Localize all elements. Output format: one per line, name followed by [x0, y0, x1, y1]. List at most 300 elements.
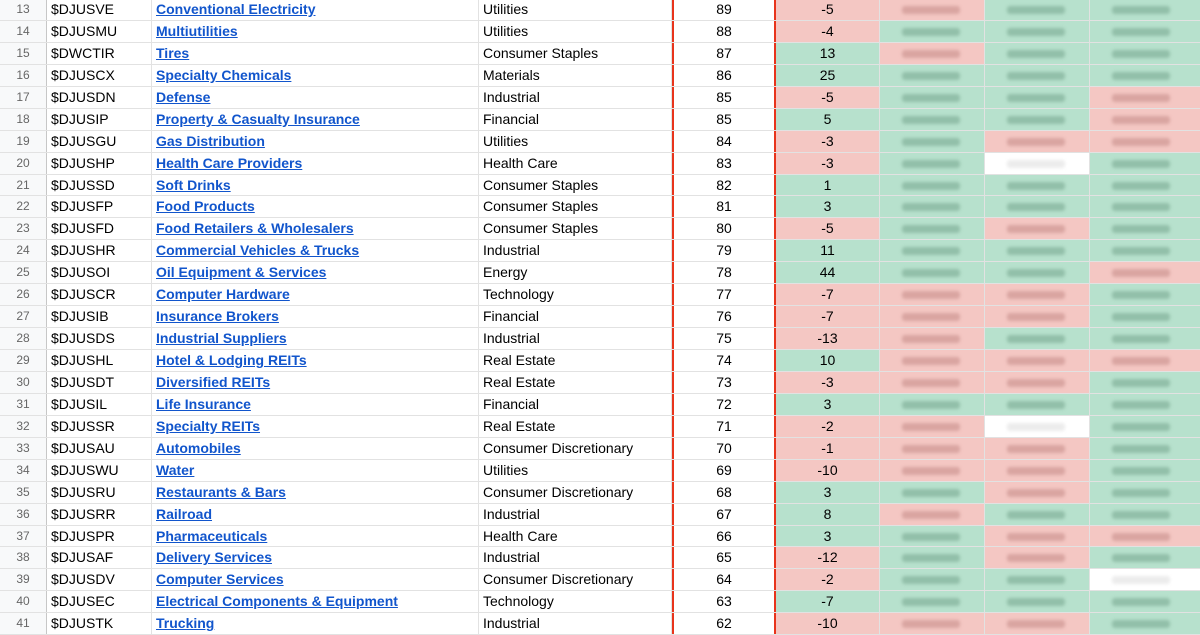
industry-link[interactable]: Gas Distribution — [156, 132, 265, 149]
industry-link[interactable]: Computer Services — [156, 571, 284, 588]
rank-cell[interactable]: 86 — [672, 65, 776, 86]
row-number[interactable]: 32 — [0, 416, 47, 437]
change-cell[interactable]: -4 — [776, 21, 880, 42]
redacted-cell[interactable] — [985, 109, 1090, 130]
rank-cell[interactable]: 87 — [672, 43, 776, 64]
industry-cell[interactable] — [152, 547, 479, 568]
sector-cell[interactable]: Consumer Staples — [479, 218, 672, 239]
change-cell[interactable]: -10 — [776, 460, 880, 481]
row-number[interactable]: 24 — [0, 240, 47, 261]
rank-cell[interactable]: 68 — [672, 482, 776, 503]
redacted-cell[interactable] — [880, 43, 985, 64]
industry-cell[interactable] — [152, 218, 479, 239]
industry-link[interactable]: Specialty Chemicals — [156, 66, 292, 83]
sector-cell[interactable]: Industrial — [479, 613, 672, 634]
redacted-cell[interactable] — [880, 131, 985, 152]
redacted-cell[interactable] — [880, 87, 985, 108]
symbol-cell[interactable]: $DJUSTK — [47, 613, 152, 634]
redacted-cell[interactable] — [880, 372, 985, 393]
row-number[interactable]: 16 — [0, 65, 47, 86]
row-number[interactable]: 41 — [0, 613, 47, 634]
redacted-cell[interactable] — [985, 0, 1090, 20]
sector-cell[interactable]: Financial — [479, 109, 672, 130]
row-number[interactable]: 23 — [0, 218, 47, 239]
redacted-cell[interactable] — [985, 65, 1090, 86]
symbol-cell[interactable]: $DJUSDT — [47, 372, 152, 393]
row-number[interactable]: 21 — [0, 175, 47, 196]
redacted-cell[interactable] — [1090, 153, 1200, 174]
change-cell[interactable]: 11 — [776, 240, 880, 261]
row-number[interactable]: 35 — [0, 482, 47, 503]
rank-cell[interactable]: 75 — [672, 328, 776, 349]
industry-cell[interactable] — [152, 306, 479, 327]
industry-link[interactable]: Railroad — [156, 505, 213, 522]
industry-cell[interactable] — [152, 21, 479, 42]
redacted-cell[interactable] — [880, 350, 985, 371]
symbol-cell[interactable]: $DJUSRR — [47, 504, 152, 525]
rank-cell[interactable]: 72 — [672, 394, 776, 415]
rank-cell[interactable]: 67 — [672, 504, 776, 525]
sector-cell[interactable]: Real Estate — [479, 372, 672, 393]
rank-cell[interactable]: 74 — [672, 350, 776, 371]
redacted-cell[interactable] — [1090, 306, 1200, 327]
sector-cell[interactable]: Energy — [479, 262, 672, 283]
change-cell[interactable]: -3 — [776, 372, 880, 393]
rank-cell[interactable]: 88 — [672, 21, 776, 42]
change-cell[interactable]: 10 — [776, 350, 880, 371]
change-cell[interactable]: -12 — [776, 547, 880, 568]
row-number[interactable]: 38 — [0, 547, 47, 568]
symbol-cell[interactable]: $DJUSCX — [47, 65, 152, 86]
symbol-cell[interactable]: $DJUSGU — [47, 131, 152, 152]
sector-cell[interactable]: Consumer Staples — [479, 175, 672, 196]
row-number[interactable]: 37 — [0, 526, 47, 547]
symbol-cell[interactable]: $DJUSIB — [47, 306, 152, 327]
rank-cell[interactable]: 89 — [672, 0, 776, 20]
sector-cell[interactable]: Utilities — [479, 0, 672, 20]
symbol-cell[interactable]: $DJUSSD — [47, 175, 152, 196]
row-number[interactable]: 22 — [0, 196, 47, 217]
rank-cell[interactable]: 73 — [672, 372, 776, 393]
industry-cell[interactable] — [152, 175, 479, 196]
redacted-value — [1007, 225, 1065, 233]
redacted-cell[interactable] — [880, 482, 985, 503]
sector-cell[interactable]: Utilities — [479, 21, 672, 42]
industry-link[interactable]: Electrical Components & Equipment — [156, 593, 398, 610]
industry-link[interactable]: Commercial Vehicles & Trucks — [156, 242, 360, 259]
sector-cell[interactable]: Consumer Staples — [479, 196, 672, 217]
redacted-cell[interactable] — [880, 328, 985, 349]
rank-cell[interactable]: 84 — [672, 131, 776, 152]
row-number[interactable]: 15 — [0, 43, 47, 64]
redacted-cell[interactable] — [1090, 284, 1200, 305]
industry-cell[interactable] — [152, 262, 479, 283]
rank-cell[interactable]: 79 — [672, 240, 776, 261]
rank-cell[interactable]: 71 — [672, 416, 776, 437]
redacted-cell[interactable] — [880, 153, 985, 174]
industry-cell[interactable] — [152, 43, 479, 64]
rank-cell[interactable]: 66 — [672, 526, 776, 547]
redacted-cell[interactable] — [985, 526, 1090, 547]
change-cell[interactable]: -13 — [776, 328, 880, 349]
industry-cell[interactable] — [152, 240, 479, 261]
redacted-cell[interactable] — [985, 328, 1090, 349]
change-cell[interactable]: 3 — [776, 196, 880, 217]
change-cell[interactable]: 1 — [776, 175, 880, 196]
industry-cell[interactable] — [152, 131, 479, 152]
industry-cell[interactable] — [152, 569, 479, 590]
symbol-cell[interactable]: $DWCTIR — [47, 43, 152, 64]
redacted-cell[interactable] — [985, 372, 1090, 393]
industry-cell[interactable] — [152, 460, 479, 481]
sector-cell[interactable]: Health Care — [479, 153, 672, 174]
sector-cell[interactable]: Technology — [479, 284, 672, 305]
change-cell[interactable]: 8 — [776, 504, 880, 525]
industry-link[interactable]: Multiutilities — [156, 22, 238, 39]
industry-link[interactable]: Hotel & Lodging REITs — [156, 352, 307, 368]
symbol-cell[interactable]: $DJUSDN — [47, 87, 152, 108]
industry-cell[interactable] — [152, 350, 479, 371]
redacted-cell[interactable] — [1090, 460, 1200, 481]
industry-link[interactable]: Oil Equipment & Services — [156, 264, 327, 281]
symbol-cell[interactable]: $DJUSFP — [47, 196, 152, 217]
redacted-cell[interactable] — [985, 482, 1090, 503]
redacted-cell[interactable] — [880, 504, 985, 525]
redacted-cell[interactable] — [1090, 504, 1200, 525]
change-cell[interactable]: 25 — [776, 65, 880, 86]
sector-cell[interactable]: Industrial — [479, 328, 672, 349]
rank-cell[interactable]: 63 — [672, 591, 776, 612]
industry-link[interactable]: Tires — [156, 44, 190, 61]
sector-cell[interactable]: Real Estate — [479, 350, 672, 371]
rank-cell[interactable]: 77 — [672, 284, 776, 305]
symbol-cell[interactable]: $DJUSDV — [47, 569, 152, 590]
redacted-cell[interactable] — [1090, 569, 1200, 590]
symbol-cell[interactable]: $DJUSHR — [47, 240, 152, 261]
redacted-cell[interactable] — [880, 526, 985, 547]
row-number[interactable]: 17 — [0, 87, 47, 108]
rank-cell[interactable]: 80 — [672, 218, 776, 239]
industry-link[interactable]: Automobiles — [156, 439, 241, 456]
redacted-cell[interactable] — [985, 394, 1090, 415]
symbol-cell[interactable]: $DJUSSR — [47, 416, 152, 437]
redacted-cell[interactable] — [880, 175, 985, 196]
redacted-cell[interactable] — [880, 416, 985, 437]
industry-cell[interactable] — [152, 591, 479, 612]
sector-cell[interactable]: Industrial — [479, 504, 672, 525]
change-cell[interactable]: -3 — [776, 153, 880, 174]
redacted-cell[interactable] — [985, 262, 1090, 283]
industry-cell[interactable] — [152, 328, 479, 349]
industry-cell[interactable] — [152, 284, 479, 305]
industry-cell[interactable] — [152, 526, 479, 547]
sector-cell[interactable]: Industrial — [479, 547, 672, 568]
redacted-cell[interactable] — [985, 284, 1090, 305]
redacted-cell[interactable] — [985, 504, 1090, 525]
rank-cell[interactable]: 85 — [672, 87, 776, 108]
symbol-cell[interactable]: $DJUSVE — [47, 0, 152, 20]
industry-link[interactable]: Life Insurance — [156, 395, 251, 412]
industry-link[interactable]: Defense — [156, 88, 211, 105]
redacted-cell[interactable] — [880, 21, 985, 42]
redacted-cell[interactable] — [1090, 175, 1200, 196]
change-cell[interactable]: -2 — [776, 416, 880, 437]
rank-cell[interactable]: 78 — [672, 262, 776, 283]
sector-cell[interactable]: Utilities — [479, 131, 672, 152]
rank-cell[interactable]: 62 — [672, 613, 776, 634]
redacted-cell[interactable] — [985, 218, 1090, 239]
table-row — [0, 504, 1200, 526]
redacted-cell[interactable] — [985, 591, 1090, 612]
symbol-cell[interactable]: $DJUSAU — [47, 438, 152, 459]
row-number[interactable]: 39 — [0, 569, 47, 590]
symbol-cell[interactable]: $DJUSFD — [47, 218, 152, 239]
industry-cell[interactable] — [152, 153, 479, 174]
redacted-cell[interactable] — [880, 262, 985, 283]
row-number[interactable]: 14 — [0, 21, 47, 42]
redacted-cell[interactable] — [1090, 547, 1200, 568]
redacted-cell[interactable] — [1090, 131, 1200, 152]
change-cell[interactable]: -7 — [776, 284, 880, 305]
symbol-cell[interactable]: $DJUSOI — [47, 262, 152, 283]
redacted-cell[interactable] — [1090, 591, 1200, 612]
sector-cell[interactable]: Financial — [479, 306, 672, 327]
sector-cell[interactable]: Financial — [479, 394, 672, 415]
redacted-value — [1007, 269, 1065, 277]
change-cell[interactable]: -5 — [776, 87, 880, 108]
redacted-cell[interactable] — [985, 153, 1090, 174]
rank-cell[interactable]: 82 — [672, 175, 776, 196]
table-row — [0, 613, 1200, 635]
row-number[interactable]: 31 — [0, 394, 47, 415]
row-number[interactable]: 25 — [0, 262, 47, 283]
redacted-cell[interactable] — [880, 547, 985, 568]
redacted-cell[interactable] — [880, 109, 985, 130]
industry-link[interactable]: Soft Drinks — [156, 176, 231, 193]
industry-link[interactable]: Pharmaceuticals — [156, 527, 268, 544]
industry-cell[interactable] — [152, 372, 479, 393]
sector-cell[interactable]: Consumer Discretionary — [479, 482, 672, 503]
industry-cell[interactable] — [152, 416, 479, 437]
redacted-cell[interactable] — [880, 438, 985, 459]
symbol-cell[interactable]: $DJUSAF — [47, 547, 152, 568]
redacted-cell[interactable] — [1090, 482, 1200, 503]
change-cell[interactable]: -5 — [776, 218, 880, 239]
redacted-cell[interactable] — [985, 306, 1090, 327]
industry-link[interactable]: Health Care Providers — [156, 154, 303, 171]
rank-cell[interactable]: 69 — [672, 460, 776, 481]
redacted-cell[interactable] — [880, 569, 985, 590]
industry-cell[interactable] — [152, 438, 479, 459]
change-cell[interactable]: -7 — [776, 591, 880, 612]
redacted-cell[interactable] — [880, 218, 985, 239]
industry-link[interactable]: Food Products — [156, 198, 255, 215]
redacted-cell[interactable] — [880, 284, 985, 305]
change-cell[interactable]: 5 — [776, 109, 880, 130]
redacted-value — [902, 28, 960, 36]
sector-cell[interactable]: Materials — [479, 65, 672, 86]
rank-cell[interactable]: 83 — [672, 153, 776, 174]
change-cell[interactable]: -10 — [776, 613, 880, 634]
symbol-cell[interactable]: $DJUSIL — [47, 394, 152, 415]
row-number[interactable]: 29 — [0, 350, 47, 371]
redacted-cell[interactable] — [1090, 350, 1200, 371]
redacted-cell[interactable] — [985, 438, 1090, 459]
industry-link[interactable]: Conventional Electricity — [156, 1, 316, 17]
symbol-cell[interactable]: $DJUSHP — [47, 153, 152, 174]
redacted-cell[interactable] — [1090, 0, 1200, 20]
redacted-cell[interactable] — [1090, 394, 1200, 415]
industry-cell[interactable] — [152, 394, 479, 415]
industry-cell[interactable] — [152, 196, 479, 217]
rank-cell[interactable]: 65 — [672, 547, 776, 568]
change-cell[interactable]: 3 — [776, 482, 880, 503]
industry-cell[interactable] — [152, 504, 479, 525]
symbol-cell[interactable]: $DJUSWU — [47, 460, 152, 481]
industry-link[interactable]: Restaurants & Bars — [156, 483, 286, 500]
redacted-cell[interactable] — [985, 131, 1090, 152]
industry-link[interactable]: Property & Casualty Insurance — [156, 110, 360, 127]
change-cell[interactable]: -3 — [776, 131, 880, 152]
sector-cell[interactable]: Consumer Discretionary — [479, 569, 672, 590]
sector-cell[interactable]: Industrial — [479, 87, 672, 108]
redacted-cell[interactable] — [1090, 21, 1200, 42]
symbol-cell[interactable]: $DJUSDS — [47, 328, 152, 349]
redacted-cell[interactable] — [985, 350, 1090, 371]
redacted-cell[interactable] — [1090, 328, 1200, 349]
industry-link[interactable]: Specialty REITs — [156, 417, 261, 434]
row-number[interactable]: 26 — [0, 284, 47, 305]
change-cell[interactable]: -2 — [776, 569, 880, 590]
redacted-cell[interactable] — [985, 21, 1090, 42]
industry-cell[interactable] — [152, 87, 479, 108]
redacted-cell[interactable] — [880, 613, 985, 634]
change-cell[interactable]: -5 — [776, 0, 880, 20]
row-number[interactable]: 40 — [0, 591, 47, 612]
redacted-cell[interactable] — [985, 416, 1090, 437]
redacted-cell[interactable] — [1090, 416, 1200, 437]
change-cell[interactable]: 3 — [776, 526, 880, 547]
redacted-cell[interactable] — [880, 460, 985, 481]
rank-cell[interactable]: 70 — [672, 438, 776, 459]
redacted-cell[interactable] — [1090, 65, 1200, 86]
row-number[interactable]: 20 — [0, 153, 47, 174]
redacted-cell[interactable] — [1090, 87, 1200, 108]
row-number[interactable]: 28 — [0, 328, 47, 349]
redacted-cell[interactable] — [880, 394, 985, 415]
change-cell[interactable]: 44 — [776, 262, 880, 283]
row-number[interactable]: 18 — [0, 109, 47, 130]
redacted-cell[interactable] — [1090, 438, 1200, 459]
redacted-cell[interactable] — [1090, 262, 1200, 283]
redacted-cell[interactable] — [985, 547, 1090, 568]
redacted-cell[interactable] — [985, 569, 1090, 590]
row-number[interactable]: 19 — [0, 131, 47, 152]
change-cell[interactable]: 3 — [776, 394, 880, 415]
redacted-cell[interactable] — [1090, 240, 1200, 261]
sector-cell[interactable]: Real Estate — [479, 416, 672, 437]
redacted-cell[interactable] — [985, 240, 1090, 261]
redacted-value — [902, 247, 960, 255]
row-number[interactable]: 27 — [0, 306, 47, 327]
redacted-cell[interactable] — [985, 175, 1090, 196]
redacted-cell[interactable] — [1090, 613, 1200, 634]
industry-cell[interactable] — [152, 482, 479, 503]
industry-link[interactable]: Insurance Brokers — [156, 308, 279, 325]
rank-cell[interactable]: 81 — [672, 196, 776, 217]
industry-link[interactable]: Delivery Services — [156, 549, 272, 566]
redacted-cell[interactable] — [1090, 43, 1200, 64]
redacted-cell[interactable] — [985, 460, 1090, 481]
change-cell[interactable]: 13 — [776, 43, 880, 64]
change-cell[interactable]: -1 — [776, 438, 880, 459]
redacted-cell[interactable] — [880, 65, 985, 86]
symbol-cell[interactable]: $DJUSHL — [47, 350, 152, 371]
industry-link[interactable]: Water — [156, 461, 195, 478]
industry-link[interactable]: Industrial Suppliers — [156, 330, 287, 347]
row-number[interactable]: 13 — [0, 0, 47, 20]
row-number[interactable]: 34 — [0, 460, 47, 481]
sector-cell[interactable]: Health Care — [479, 526, 672, 547]
redacted-value — [1007, 423, 1065, 431]
industry-cell[interactable] — [152, 65, 479, 86]
sector-cell[interactable]: Utilities — [479, 460, 672, 481]
row-number[interactable]: 30 — [0, 372, 47, 393]
industry-link[interactable]: Trucking — [156, 615, 215, 632]
row-number[interactable]: 36 — [0, 504, 47, 525]
symbol-cell[interactable]: $DJUSCR — [47, 284, 152, 305]
sector-cell[interactable]: Technology — [479, 591, 672, 612]
change-cell[interactable]: -7 — [776, 306, 880, 327]
redacted-cell[interactable] — [985, 613, 1090, 634]
sector-cell[interactable]: Consumer Discretionary — [479, 438, 672, 459]
symbol-cell[interactable]: $DJUSEC — [47, 591, 152, 612]
redacted-cell[interactable] — [1090, 196, 1200, 217]
industry-cell[interactable] — [152, 109, 479, 130]
symbol-cell[interactable]: $DJUSPR — [47, 526, 152, 547]
industry-link[interactable]: Food Retailers & Wholesalers — [156, 220, 354, 237]
rank-cell[interactable]: 76 — [672, 306, 776, 327]
sector-cell[interactable]: Industrial — [479, 240, 672, 261]
redacted-cell[interactable] — [880, 306, 985, 327]
redacted-cell[interactable] — [880, 240, 985, 261]
symbol-cell[interactable]: $DJUSIP — [47, 109, 152, 130]
industry-link[interactable]: Diversified REITs — [156, 373, 271, 390]
redacted-cell[interactable] — [1090, 109, 1200, 130]
redacted-cell[interactable] — [880, 591, 985, 612]
redacted-cell[interactable] — [985, 43, 1090, 64]
redacted-cell[interactable] — [985, 196, 1090, 217]
redacted-cell[interactable] — [985, 87, 1090, 108]
redacted-cell[interactable] — [880, 196, 985, 217]
industry-link[interactable]: Computer Hardware — [156, 286, 290, 303]
row-number[interactable]: 33 — [0, 438, 47, 459]
redacted-cell[interactable] — [1090, 372, 1200, 393]
sector-cell[interactable]: Consumer Staples — [479, 43, 672, 64]
redacted-value — [1112, 291, 1170, 299]
symbol-cell[interactable]: $DJUSMU — [47, 21, 152, 42]
redacted-cell[interactable] — [1090, 526, 1200, 547]
industry-cell[interactable] — [152, 613, 479, 634]
rank-cell[interactable]: 64 — [672, 569, 776, 590]
redacted-value — [1007, 620, 1065, 628]
industry-cell[interactable] — [152, 0, 479, 20]
symbol-cell[interactable]: $DJUSRU — [47, 482, 152, 503]
redacted-cell[interactable] — [1090, 218, 1200, 239]
rank-cell[interactable]: 85 — [672, 109, 776, 130]
redacted-value — [902, 160, 960, 168]
redacted-cell[interactable] — [880, 0, 985, 20]
